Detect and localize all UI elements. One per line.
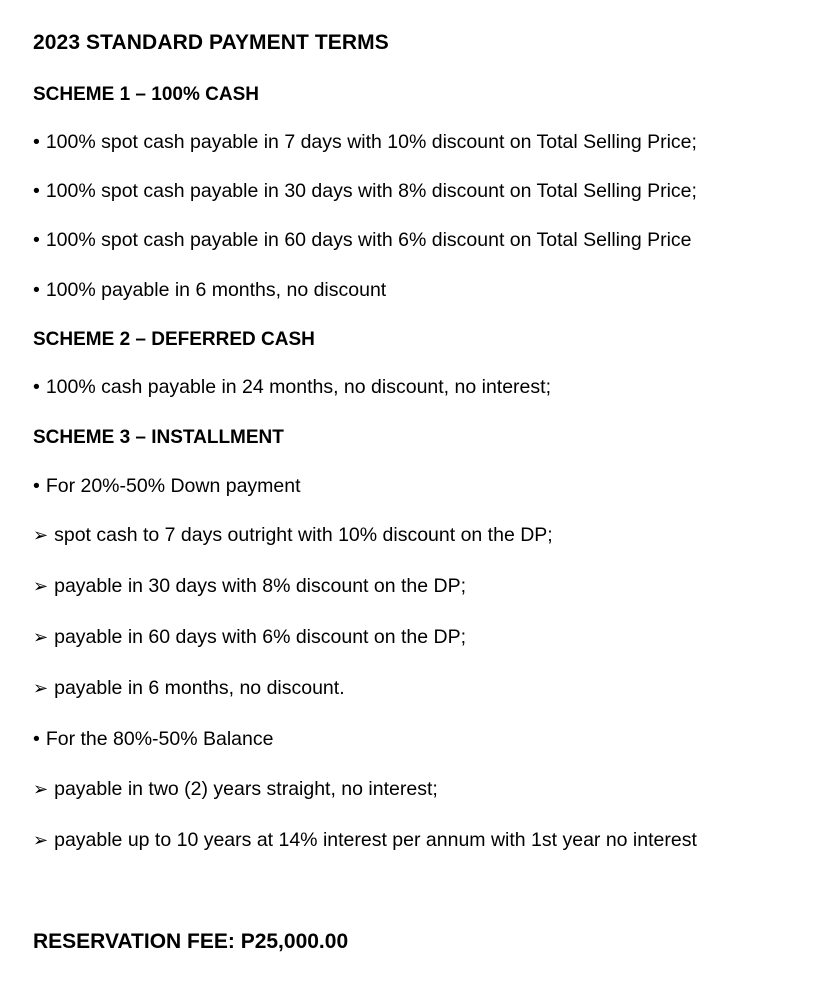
bullet-icon: •: [33, 728, 40, 750]
reservation-fee: RESERVATION FEE: P25,000.00: [33, 930, 349, 953]
scheme-1-item: [33, 182, 697, 202]
bullet-icon: •: [33, 279, 40, 301]
arrow-icon: ➢: [33, 678, 49, 698]
down-payment-option-text: payable in 60 days with 6% discount on the DP;: [54, 626, 467, 648]
scheme-1-item-text: 100% payable in 6 months, no discount: [45, 279, 387, 301]
down-payment-option: [33, 628, 466, 648]
down-payment-option: [33, 679, 345, 699]
bullet-icon: •: [33, 131, 40, 153]
scheme-2-item: [33, 378, 551, 398]
balance-option: [33, 831, 697, 851]
balance-label: [33, 730, 273, 750]
bullet-icon: •: [33, 180, 40, 202]
balance-option-text: payable up to 10 years at 14% interest per annum with 1st year no interest: [54, 829, 697, 851]
scheme-1-item: [33, 133, 697, 153]
down-payment-option-text: payable in 30 days with 8% discount on the DP;: [54, 575, 467, 597]
scheme-1-item-text: 100% spot cash payable in 30 days with 8% discount on Total Selling Price;: [45, 180, 697, 202]
scheme-2-heading: SCHEME 2 – DEFERRED CASH: [33, 329, 315, 350]
bullet-icon: •: [33, 376, 40, 398]
down-payment-option: [33, 526, 553, 546]
down-payment-option-text: payable in 6 months, no discount.: [54, 677, 345, 699]
down-payment-label-text: For 20%-50% Down payment: [45, 475, 301, 497]
bullet-icon: •: [33, 229, 40, 251]
balance-option: [33, 780, 438, 800]
bullet-icon: •: [33, 475, 40, 497]
balance-label-text: For the 80%-50% Balance: [45, 728, 274, 750]
arrow-icon: ➢: [33, 627, 49, 647]
arrow-icon: ➢: [33, 576, 49, 596]
arrow-icon: ➢: [33, 830, 49, 850]
arrow-icon: ➢: [33, 525, 49, 545]
down-payment-label: [33, 477, 301, 497]
scheme-2-item-text: 100% cash payable in 24 months, no discount, no interest;: [45, 376, 551, 398]
scheme-1-item-text: 100% spot cash payable in 7 days with 10% discount on Total Selling Price;: [45, 131, 697, 153]
scheme-3-heading: SCHEME 3 – INSTALLMENT: [33, 427, 284, 448]
scheme-1-item: [33, 231, 692, 251]
down-payment-option: [33, 577, 466, 597]
scheme-1-item-text: 100% spot cash payable in 60 days with 6% discount on Total Selling Price: [45, 229, 692, 251]
down-payment-option-text: spot cash to 7 days outright with 10% discount on the DP;: [54, 524, 553, 546]
balance-option-text: payable in two (2) years straight, no interest;: [54, 778, 438, 800]
scheme-1-item: [33, 281, 386, 301]
document-title: 2023 STANDARD PAYMENT TERMS: [33, 31, 389, 54]
payment-terms-document: [33, 0, 803, 982]
scheme-1-heading: SCHEME 1 – 100% CASH: [33, 84, 259, 105]
arrow-icon: ➢: [33, 779, 49, 799]
